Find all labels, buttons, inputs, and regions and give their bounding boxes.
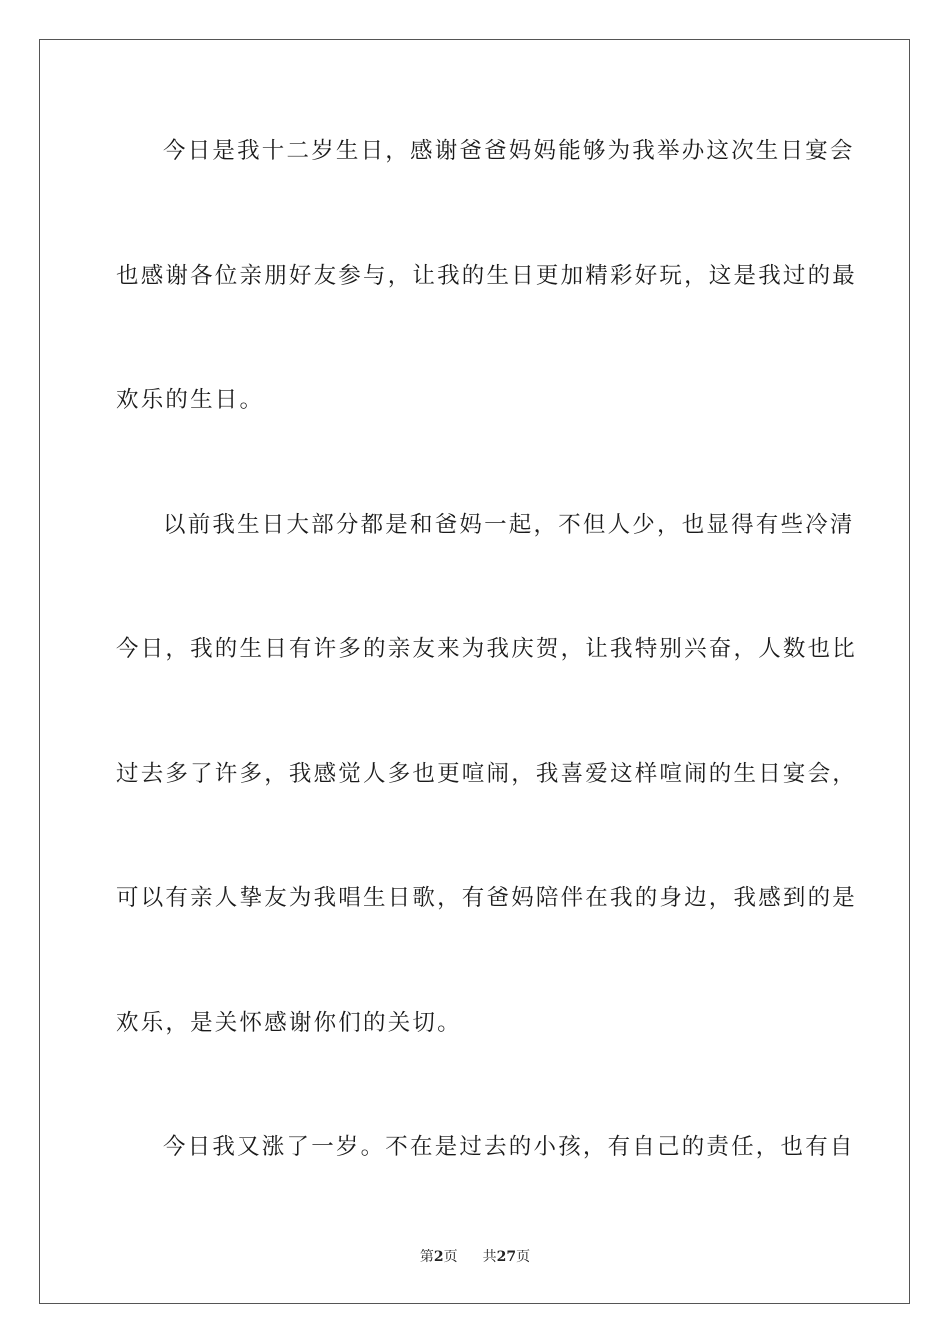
- page-border: [39, 39, 910, 1304]
- paragraph-1-line-1: 今日是我十二岁生日，感谢爸爸妈妈能够为我举办这次生日宴会: [163, 138, 855, 164]
- paragraph-1-line-3: 欢乐的生日。: [116, 387, 265, 413]
- total-suffix: 页: [516, 1249, 531, 1265]
- paragraph-2-line-3: 过去多了许多，我感觉人多也更喧闹，我喜爱这样喧闹的生日宴会，: [116, 761, 858, 787]
- page-indicator: [420, 1247, 458, 1267]
- paragraph-2-line-1: 以前我生日大部分都是和爸妈一起，不但人少，也显得有些冷清: [163, 512, 855, 538]
- paragraph-1-line-2: 也感谢各位亲朋好友参与，让我的生日更加精彩好玩，这是我过的最: [116, 263, 858, 289]
- total-prefix: 共: [482, 1249, 497, 1265]
- page-number: 2: [433, 1249, 444, 1265]
- page-prefix: 第: [419, 1249, 434, 1265]
- paragraph-2-line-2: 今日，我的生日有许多的亲友来为我庆贺，让我特别兴奋，人数也比: [116, 636, 858, 662]
- total-pages-indicator: [483, 1247, 530, 1267]
- page-footer: [0, 1247, 950, 1267]
- paragraph-2-line-5: 欢乐，是关怀感谢你们的关切。: [116, 1010, 462, 1036]
- paragraph-2-line-4: 可以有亲人挚友为我唱生日歌，有爸妈陪伴在我的身边，我感到的是: [116, 885, 858, 911]
- paragraph-3-line-1: 今日我又涨了一岁。不在是过去的小孩，有自己的责任，也有自: [163, 1134, 855, 1160]
- page-suffix: 页: [443, 1249, 458, 1265]
- total-pages: 27: [496, 1249, 517, 1265]
